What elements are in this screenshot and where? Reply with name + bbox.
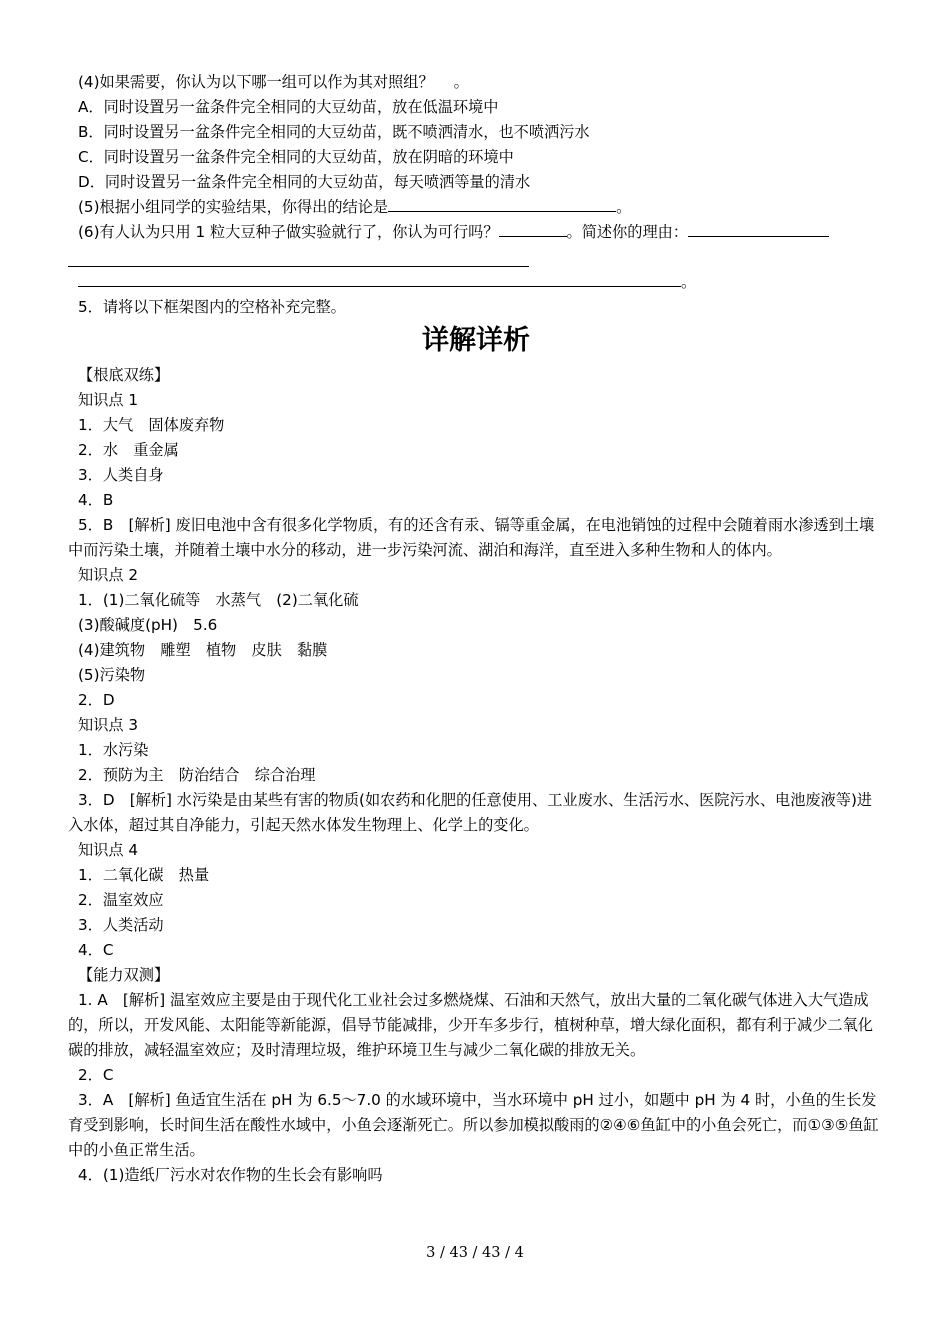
question-6-text: (6)有人认为只用 1 粒大豆种子做实验就行了，你认为可行吗？ [78, 223, 499, 241]
answer-item: (3)酸碱度(pH) 5.6 [78, 616, 218, 634]
answer-item: 4．(1)造纸厂污水对农作物的生长会有影响吗 [78, 1166, 383, 1184]
answer-item: 1．水污染 [78, 741, 149, 759]
page-footer: 3 / 43 / 43 / 4 [426, 1245, 524, 1261]
answer-item: 2．温室效应 [78, 891, 164, 909]
knowledge-point-heading: 知识点 2 [78, 566, 139, 584]
answer-blank [688, 220, 829, 237]
question-5 [68, 195, 884, 220]
answer-blank [388, 195, 616, 212]
option-c: C．同时设置另一盆条件完全相同的大豆幼苗，放在阴暗的环境中 [78, 148, 514, 166]
item-5: 5．请将以下框架图内的空格补充完整。 [78, 298, 346, 316]
section-heading: 【根底双练】 [78, 366, 170, 384]
page-title: 详解详析 [422, 325, 530, 356]
answer-item: 2．水 重金属 [78, 441, 179, 459]
knowledge-point-heading: 知识点 3 [78, 716, 139, 734]
question-6-end: 。 [681, 273, 697, 291]
question-6 [68, 220, 884, 245]
answer-item: 4．C [78, 941, 114, 959]
answer-item: (4)建筑物 雕塑 植物 皮肤 黏膜 [78, 641, 328, 659]
knowledge-point-heading: 知识点 4 [78, 841, 139, 859]
answer-item: 2．C [78, 1066, 114, 1084]
question-5-end: 。 [616, 198, 632, 216]
answer-rule [68, 266, 529, 267]
question-4: (4)如果需要，你认为以下哪一组可以作为其对照组？ 。 [78, 73, 469, 91]
answer-item: 2．预防为主 防治结合 综合治理 [78, 766, 316, 784]
answer-item: 3．人类活动 [78, 916, 164, 934]
answer-item: 3．人类自身 [78, 466, 164, 484]
answer-item: 1．大气 固体废弃物 [78, 416, 225, 434]
answer-item: (5)污染物 [78, 666, 146, 684]
answer-item: 5．B [解析] 废旧电池中含有很多化学物质，有的还含有汞、镉等重金属，在电池销蚀的过程中会随着雨水渗透到土壤中而污染土壤，并随着土壤中水分的移动，进一步污染河流、湖泊和海洋，直至进入多种生物和人的体内。 [68, 516, 875, 559]
question-6-reason-label: 。简述你的理由： [566, 223, 689, 241]
answer-item: 3．A [解析] 鱼适宜生活在 pH 为 6.5～7.0 的水域环境中，当水环境中 pH 过小，如题中 pH 为 4 时，小鱼的生长发育受到影响，长时间生活在酸性水域中，小鱼会逐渐死亡。所以参加模拟酸雨的②④⑥鱼缸中的小鱼会死亡，而①③⑤鱼缸中的小鱼正常生活。 [68, 1091, 879, 1159]
option-b: B．同时设置另一盆条件完全相同的大豆幼苗，既不喷洒清水，也不喷洒污水 [78, 123, 590, 141]
answer-item: 1．(1)二氧化硫等 水蒸气 (2)二氧化硫 [78, 591, 359, 609]
answer-item: 1. A [解析] 温室效应主要是由于现代化工业社会过多燃烧煤、石油和天然气，放出大量的二氧化碳气体进入大气造成的，所以，开发风能、太阳能等新能源，倡导节能减排，少开车多步行，植树种草，增大绿化面积，都有利于减少二氧化碳的排放，减轻温室效应；及时清理垃圾，维护环境卫生与减少二氧化碳的排放无关。 [68, 991, 873, 1059]
section-heading: 【能力双测】 [78, 966, 170, 984]
answer-item: 2．D [78, 691, 115, 709]
question-5-text: (5)根据小组同学的实验结果，你得出的结论是 [78, 198, 389, 216]
answer-blank [78, 270, 681, 287]
answer-line-2 [68, 270, 884, 295]
knowledge-point-heading: 知识点 1 [78, 391, 139, 409]
answer-item: 1．二氧化碳 热量 [78, 866, 210, 884]
answer-blank [499, 220, 567, 237]
answer-item: 4．B [78, 491, 114, 509]
answer-line-1 [68, 245, 884, 270]
option-d: D．同时设置另一盆条件完全相同的大豆幼苗，每天喷洒等量的清水 [78, 173, 531, 191]
document-body [68, 70, 884, 1188]
answer-item: 3．D [解析] 水污染是由某些有害的物质(如农药和化肥的任意使用、工业废水、生活污水、医院污水、电池废液等)进入水体，超过其自净能力，引起天然水体发生物理上、化学上的变化。 [68, 791, 873, 834]
option-a: A．同时设置另一盆条件完全相同的大豆幼苗，放在低温环境中 [78, 98, 499, 116]
